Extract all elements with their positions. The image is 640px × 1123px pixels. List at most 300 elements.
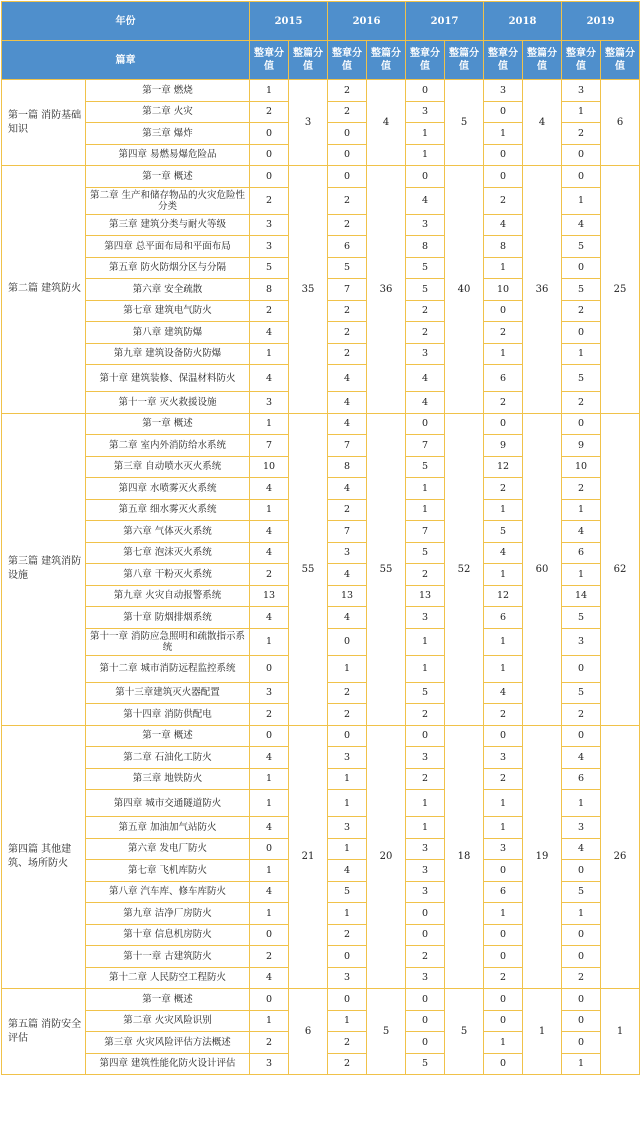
chapter-score-cell: 0 — [484, 1053, 523, 1075]
chapter-score-cell: 3 — [406, 343, 445, 365]
chapter-name-cell: 第八章 建筑防爆 — [86, 322, 250, 344]
header-row-scores — [2, 41, 640, 80]
chapter-score-cell: 1 — [406, 628, 445, 655]
part-name-cell: 第二篇 建筑防火 — [2, 166, 86, 414]
part-score-cell: 36 — [523, 166, 562, 414]
chapter-score-cell: 3 — [250, 682, 289, 704]
chapter-score-cell: 6 — [484, 607, 523, 629]
chapter-score-cell: 4 — [250, 521, 289, 543]
chapter-name-cell: 第四章 总平面布局和平面布局 — [86, 236, 250, 258]
chapter-score-cell: 8 — [328, 456, 367, 478]
part-score-cell: 1 — [523, 989, 562, 1075]
chapter-score-cell: 1 — [484, 817, 523, 839]
chapter-score-cell: 2 — [484, 967, 523, 989]
part-name-cell: 第五篇 消防安全评估 — [2, 989, 86, 1075]
chapter-score-cell: 2 — [562, 392, 601, 414]
chapter-score-header: 整章分值 — [250, 41, 289, 80]
part-score-cell: 40 — [445, 166, 484, 414]
chapter-score-header: 整章分值 — [562, 41, 601, 80]
chapter-score-cell: 2 — [484, 187, 523, 214]
part-score-cell: 25 — [601, 166, 640, 414]
chapter-score-cell: 0 — [406, 725, 445, 747]
chapter-name-cell: 第十二章 城市消防远程监控系统 — [86, 655, 250, 682]
year-2018: 2018 — [484, 2, 562, 41]
part-score-cell: 55 — [289, 413, 328, 725]
chapter-score-cell: 13 — [328, 585, 367, 607]
table-row — [2, 989, 640, 1011]
chapter-score-cell: 2 — [484, 704, 523, 726]
chapter-score-cell: 3 — [250, 1053, 289, 1075]
chapter-score-cell: 1 — [562, 499, 601, 521]
chapter-score-cell: 5 — [406, 542, 445, 564]
chapter-score-cell: 2 — [406, 300, 445, 322]
part-score-cell: 26 — [601, 725, 640, 989]
chapter-score-cell: 3 — [562, 80, 601, 102]
part-score-cell: 4 — [367, 80, 406, 166]
chapter-score-cell: 3 — [406, 747, 445, 769]
chapter-score-cell: 0 — [328, 166, 367, 188]
chapter-score-cell: 5 — [250, 257, 289, 279]
chapter-score-cell: 0 — [250, 123, 289, 145]
chapter-name-cell: 第十章 建筑装修、保温材料防火 — [86, 365, 250, 392]
chapter-score-cell: 13 — [250, 585, 289, 607]
table-header — [2, 2, 640, 80]
chapter-score-cell: 0 — [250, 655, 289, 682]
chapter-score-cell: 1 — [484, 499, 523, 521]
chapter-score-cell: 1 — [250, 790, 289, 817]
chapter-score-cell: 12 — [484, 456, 523, 478]
chapter-score-cell: 3 — [484, 80, 523, 102]
chapter-score-cell: 1 — [562, 564, 601, 586]
chapter-score-cell: 7 — [406, 435, 445, 457]
part-score-cell: 21 — [289, 725, 328, 989]
chapter-score-cell: 0 — [406, 1032, 445, 1054]
chapter-score-cell: 0 — [562, 166, 601, 188]
chapter-score-cell: 1 — [484, 655, 523, 682]
chapter-score-cell: 3 — [484, 747, 523, 769]
chapter-score-cell: 2 — [406, 322, 445, 344]
chapter-score-cell: 4 — [484, 542, 523, 564]
part-score-cell: 5 — [445, 989, 484, 1075]
year-header: 年份 — [2, 2, 250, 41]
chapter-score-cell: 0 — [562, 946, 601, 968]
chapter-score-cell: 2 — [250, 300, 289, 322]
part-score-cell: 4 — [523, 80, 562, 166]
chapter-score-cell: 4 — [328, 392, 367, 414]
chapter-name-cell: 第二章 火灾 — [86, 101, 250, 123]
chapter-score-cell: 4 — [250, 322, 289, 344]
chapter-score-cell: 1 — [328, 1010, 367, 1032]
chapter-score-cell: 1 — [250, 768, 289, 790]
part-score-header: 整篇分值 — [289, 41, 328, 80]
chapter-score-cell: 1 — [250, 860, 289, 882]
chapter-score-cell: 0 — [562, 1032, 601, 1054]
table-body — [2, 80, 640, 1075]
chapter-name-cell: 第三章 自动喷水灭火系统 — [86, 456, 250, 478]
chapter-score-cell: 2 — [562, 967, 601, 989]
part-score-cell: 52 — [445, 413, 484, 725]
chapter-name-cell: 第六章 安全疏散 — [86, 279, 250, 301]
chapter-score-cell: 3 — [406, 860, 445, 882]
chapter-name-cell: 第四章 易燃易爆危险品 — [86, 144, 250, 166]
chapter-score-cell: 3 — [484, 838, 523, 860]
chapter-name-cell: 第八章 汽车库、修车库防火 — [86, 881, 250, 903]
chapter-score-cell: 0 — [406, 413, 445, 435]
chapter-score-cell: 4 — [484, 214, 523, 236]
year-2016: 2016 — [328, 2, 406, 41]
chapter-score-cell: 2 — [250, 187, 289, 214]
chapter-score-cell: 0 — [328, 946, 367, 968]
chapter-score-cell: 3 — [406, 881, 445, 903]
chapter-score-cell: 2 — [250, 704, 289, 726]
chapter-score-cell: 5 — [562, 365, 601, 392]
chapter-score-cell: 1 — [562, 101, 601, 123]
chapter-score-header: 整章分值 — [484, 41, 523, 80]
chapter-name-cell: 第十四章 消防供配电 — [86, 704, 250, 726]
part-score-header: 整篇分值 — [601, 41, 640, 80]
chapter-score-cell: 3 — [250, 214, 289, 236]
chapter-score-cell: 4 — [562, 214, 601, 236]
part-score-cell: 62 — [601, 413, 640, 725]
chapter-score-cell: 5 — [562, 682, 601, 704]
chapter-score-cell: 4 — [562, 521, 601, 543]
chapter-score-cell: 4 — [250, 817, 289, 839]
chapter-name-cell: 第八章 干粉灭火系统 — [86, 564, 250, 586]
part-score-cell: 55 — [367, 413, 406, 725]
chapter-score-cell: 4 — [250, 881, 289, 903]
chapter-score-cell: 2 — [328, 214, 367, 236]
chapter-score-cell: 4 — [250, 607, 289, 629]
chapter-score-cell: 1 — [328, 903, 367, 925]
chapter-score-cell: 1 — [484, 903, 523, 925]
part-score-cell: 36 — [367, 166, 406, 414]
chapter-header: 篇章 — [2, 41, 250, 80]
chapter-score-cell: 1 — [250, 1010, 289, 1032]
chapter-score-cell: 0 — [250, 989, 289, 1011]
chapter-score-cell: 7 — [328, 279, 367, 301]
chapter-name-cell: 第九章 洁净厂房防火 — [86, 903, 250, 925]
chapter-score-cell: 0 — [562, 413, 601, 435]
chapter-name-cell: 第一章 概述 — [86, 989, 250, 1011]
part-score-cell: 6 — [289, 989, 328, 1075]
chapter-score-cell: 7 — [328, 521, 367, 543]
chapter-score-cell: 3 — [406, 607, 445, 629]
chapter-score-cell: 1 — [562, 187, 601, 214]
chapter-score-cell: 0 — [328, 123, 367, 145]
chapter-score-cell: 1 — [250, 80, 289, 102]
chapter-score-cell: 1 — [328, 768, 367, 790]
chapter-score-cell: 0 — [406, 1010, 445, 1032]
chapter-score-cell: 1 — [250, 628, 289, 655]
chapter-name-cell: 第二章 石油化工防火 — [86, 747, 250, 769]
chapter-name-cell: 第三章 建筑分类与耐火等级 — [86, 214, 250, 236]
chapter-score-cell: 4 — [328, 413, 367, 435]
chapter-score-cell: 0 — [484, 101, 523, 123]
part-score-header: 整篇分值 — [523, 41, 562, 80]
chapter-score-cell: 4 — [250, 478, 289, 500]
chapter-score-cell: 1 — [406, 499, 445, 521]
chapter-score-cell: 1 — [484, 564, 523, 586]
chapter-score-cell: 2 — [406, 704, 445, 726]
chapter-score-cell: 1 — [328, 790, 367, 817]
chapter-score-cell: 2 — [484, 392, 523, 414]
chapter-score-cell: 0 — [484, 144, 523, 166]
chapter-score-cell: 3 — [328, 967, 367, 989]
chapter-name-cell: 第二章 生产和储存物品的火灾危险性分类 — [86, 187, 250, 214]
chapter-score-cell: 4 — [328, 365, 367, 392]
chapter-name-cell: 第十一章 灭火救援设施 — [86, 392, 250, 414]
chapter-name-cell: 第三章 爆炸 — [86, 123, 250, 145]
chapter-score-cell: 0 — [562, 655, 601, 682]
header-row-years — [2, 2, 640, 41]
chapter-score-cell: 2 — [328, 1053, 367, 1075]
chapter-score-cell: 2 — [328, 101, 367, 123]
chapter-score-cell: 6 — [484, 365, 523, 392]
chapter-score-cell: 1 — [562, 1053, 601, 1075]
year-2017: 2017 — [406, 2, 484, 41]
chapter-name-cell: 第六章 气体灭火系统 — [86, 521, 250, 543]
chapter-score-cell: 2 — [328, 80, 367, 102]
chapter-score-cell: 1 — [484, 1032, 523, 1054]
chapter-score-cell: 0 — [562, 725, 601, 747]
chapter-score-cell: 5 — [406, 682, 445, 704]
chapter-score-cell: 2 — [484, 478, 523, 500]
chapter-score-cell: 0 — [250, 144, 289, 166]
chapter-score-cell: 9 — [562, 435, 601, 457]
chapter-score-cell: 2 — [562, 300, 601, 322]
part-score-cell: 5 — [367, 989, 406, 1075]
chapter-name-cell: 第六章 发电厂防火 — [86, 838, 250, 860]
chapter-score-cell: 12 — [484, 585, 523, 607]
chapter-name-cell: 第一章 概述 — [86, 166, 250, 188]
chapter-score-cell: 5 — [484, 521, 523, 543]
chapter-score-cell: 0 — [328, 989, 367, 1011]
chapter-score-cell: 2 — [328, 343, 367, 365]
chapter-score-cell: 0 — [562, 860, 601, 882]
chapter-score-cell: 6 — [328, 236, 367, 258]
chapter-score-cell: 0 — [406, 924, 445, 946]
chapter-score-cell: 2 — [484, 768, 523, 790]
table-row — [2, 725, 640, 747]
chapter-name-cell: 第七章 飞机库防火 — [86, 860, 250, 882]
chapter-score-cell: 0 — [562, 924, 601, 946]
chapter-score-cell: 1 — [406, 144, 445, 166]
chapter-score-cell: 0 — [562, 1010, 601, 1032]
chapter-name-cell: 第二章 火灾风险识别 — [86, 1010, 250, 1032]
chapter-score-cell: 4 — [406, 365, 445, 392]
chapter-name-cell: 第十一章 古建筑防火 — [86, 946, 250, 968]
chapter-score-cell: 4 — [328, 478, 367, 500]
chapter-score-cell: 4 — [328, 860, 367, 882]
part-score-cell: 3 — [289, 80, 328, 166]
chapter-score-cell: 0 — [484, 1010, 523, 1032]
chapter-score-cell: 2 — [328, 704, 367, 726]
chapter-score-cell: 7 — [250, 435, 289, 457]
chapter-score-cell: 2 — [250, 1032, 289, 1054]
chapter-score-cell: 10 — [562, 456, 601, 478]
chapter-name-cell: 第三章 火灾风险评估方法概述 — [86, 1032, 250, 1054]
chapter-score-cell: 2 — [484, 322, 523, 344]
chapter-score-cell: 1 — [484, 123, 523, 145]
chapter-score-cell: 2 — [406, 564, 445, 586]
chapter-score-cell: 3 — [562, 628, 601, 655]
chapter-score-cell: 1 — [250, 903, 289, 925]
chapter-score-cell: 8 — [250, 279, 289, 301]
chapter-score-cell: 6 — [562, 542, 601, 564]
chapter-score-cell: 1 — [562, 790, 601, 817]
chapter-score-cell: 2 — [250, 101, 289, 123]
part-score-cell: 35 — [289, 166, 328, 414]
chapter-score-cell: 2 — [250, 564, 289, 586]
chapter-score-cell: 5 — [562, 236, 601, 258]
chapter-score-cell: 0 — [328, 144, 367, 166]
chapter-score-cell: 0 — [484, 300, 523, 322]
part-name-cell: 第一篇 消防基础知识 — [2, 80, 86, 166]
chapter-score-cell: 2 — [562, 704, 601, 726]
chapter-name-cell: 第一章 概述 — [86, 413, 250, 435]
chapter-score-cell: 1 — [484, 628, 523, 655]
chapter-score-cell: 3 — [250, 392, 289, 414]
chapter-score-cell: 1 — [328, 838, 367, 860]
chapter-score-cell: 1 — [406, 123, 445, 145]
table-row — [2, 413, 640, 435]
chapter-score-cell: 1 — [406, 817, 445, 839]
part-score-header: 整篇分值 — [445, 41, 484, 80]
chapter-name-cell: 第九章 建筑设备防火防爆 — [86, 343, 250, 365]
chapter-name-cell: 第四章 建筑性能化防火设计评估 — [86, 1053, 250, 1075]
part-name-cell: 第三篇 建筑消防设施 — [2, 413, 86, 725]
chapter-score-cell: 3 — [406, 838, 445, 860]
chapter-score-cell: 3 — [328, 747, 367, 769]
chapter-score-cell: 4 — [250, 542, 289, 564]
chapter-score-cell: 1 — [484, 343, 523, 365]
chapter-score-cell: 4 — [250, 967, 289, 989]
chapter-score-cell: 6 — [484, 881, 523, 903]
chapter-name-cell: 第十一章 消防应急照明和疏散指示系统 — [86, 628, 250, 655]
chapter-score-cell: 1 — [406, 790, 445, 817]
chapter-score-cell: 1 — [484, 257, 523, 279]
chapter-score-cell: 0 — [406, 903, 445, 925]
part-score-cell: 19 — [523, 725, 562, 989]
chapter-name-cell: 第三章 地铁防火 — [86, 768, 250, 790]
chapter-score-cell: 5 — [406, 456, 445, 478]
chapter-score-cell: 2 — [328, 322, 367, 344]
chapter-score-cell: 1 — [562, 343, 601, 365]
chapter-score-cell: 3 — [328, 817, 367, 839]
chapter-score-cell: 2 — [328, 187, 367, 214]
chapter-name-cell: 第十章 信息机房防火 — [86, 924, 250, 946]
part-score-cell: 60 — [523, 413, 562, 725]
chapter-score-cell: 4 — [328, 564, 367, 586]
chapter-name-cell: 第四章 水喷雾灭火系统 — [86, 478, 250, 500]
chapter-score-cell: 0 — [328, 628, 367, 655]
chapter-score-cell: 2 — [562, 478, 601, 500]
chapter-score-cell: 1 — [562, 903, 601, 925]
chapter-score-cell: 10 — [484, 279, 523, 301]
chapter-score-cell: 7 — [406, 521, 445, 543]
chapter-score-cell: 2 — [328, 1032, 367, 1054]
chapter-score-cell: 9 — [484, 435, 523, 457]
chapter-score-cell: 1 — [250, 343, 289, 365]
chapter-score-cell: 4 — [406, 187, 445, 214]
part-score-cell: 20 — [367, 725, 406, 989]
chapter-score-cell: 0 — [562, 144, 601, 166]
chapter-name-cell: 第七章 泡沫灭火系统 — [86, 542, 250, 564]
chapter-score-cell: 3 — [406, 214, 445, 236]
chapter-name-cell: 第十章 防烟排烟系统 — [86, 607, 250, 629]
chapter-name-cell: 第十二章 人民防空工程防火 — [86, 967, 250, 989]
chapter-score-cell: 0 — [484, 413, 523, 435]
chapter-score-cell: 0 — [484, 725, 523, 747]
chapter-score-cell: 2 — [328, 499, 367, 521]
chapter-score-cell: 3 — [406, 101, 445, 123]
chapter-score-cell: 2 — [328, 300, 367, 322]
chapter-name-cell: 第七章 建筑电气防火 — [86, 300, 250, 322]
chapter-score-cell: 2 — [250, 946, 289, 968]
chapter-score-cell: 1 — [250, 413, 289, 435]
chapter-score-cell: 4 — [406, 392, 445, 414]
chapter-score-cell: 0 — [328, 725, 367, 747]
chapter-score-cell: 4 — [484, 682, 523, 704]
chapter-score-cell: 0 — [250, 838, 289, 860]
table-row — [2, 80, 640, 102]
chapter-score-cell: 5 — [328, 257, 367, 279]
part-score-cell: 6 — [601, 80, 640, 166]
chapter-name-cell: 第五章 细水雾灭火系统 — [86, 499, 250, 521]
chapter-score-header: 整章分值 — [406, 41, 445, 80]
chapter-name-cell: 第二章 室内外消防给水系统 — [86, 435, 250, 457]
year-2019: 2019 — [562, 2, 640, 41]
chapter-name-cell: 第九章 火灾自动报警系统 — [86, 585, 250, 607]
chapter-score-cell: 5 — [562, 279, 601, 301]
chapter-score-cell: 0 — [250, 166, 289, 188]
part-score-cell: 1 — [601, 989, 640, 1075]
chapter-score-cell: 5 — [562, 607, 601, 629]
chapter-score-cell: 0 — [484, 924, 523, 946]
chapter-name-cell: 第一章 燃烧 — [86, 80, 250, 102]
part-score-cell: 18 — [445, 725, 484, 989]
chapter-score-cell: 4 — [562, 838, 601, 860]
part-score-header: 整篇分值 — [367, 41, 406, 80]
chapter-score-cell: 0 — [562, 257, 601, 279]
chapter-score-cell: 0 — [406, 166, 445, 188]
chapter-score-cell: 4 — [250, 747, 289, 769]
chapter-name-cell: 第五章 防火防烟分区与分隔 — [86, 257, 250, 279]
chapter-score-cell: 1 — [250, 499, 289, 521]
chapter-score-cell: 2 — [328, 682, 367, 704]
chapter-score-cell: 8 — [484, 236, 523, 258]
chapter-score-cell: 1 — [328, 655, 367, 682]
chapter-score-cell: 0 — [484, 989, 523, 1011]
chapter-score-cell: 0 — [484, 946, 523, 968]
chapter-score-cell: 1 — [406, 478, 445, 500]
chapter-score-cell: 7 — [328, 435, 367, 457]
chapter-score-cell: 5 — [406, 279, 445, 301]
chapter-score-cell: 14 — [562, 585, 601, 607]
chapter-name-cell: 第四章 城市交通隧道防火 — [86, 790, 250, 817]
chapter-score-cell: 0 — [406, 989, 445, 1011]
table-row — [2, 166, 640, 188]
chapter-score-cell: 0 — [406, 80, 445, 102]
chapter-score-cell: 6 — [562, 768, 601, 790]
chapter-score-cell: 3 — [328, 542, 367, 564]
chapter-score-cell: 0 — [484, 860, 523, 882]
chapter-score-cell: 4 — [328, 607, 367, 629]
part-score-cell: 5 — [445, 80, 484, 166]
chapter-score-cell: 5 — [406, 257, 445, 279]
chapter-score-cell: 1 — [406, 655, 445, 682]
chapter-name-cell: 第一章 概述 — [86, 725, 250, 747]
